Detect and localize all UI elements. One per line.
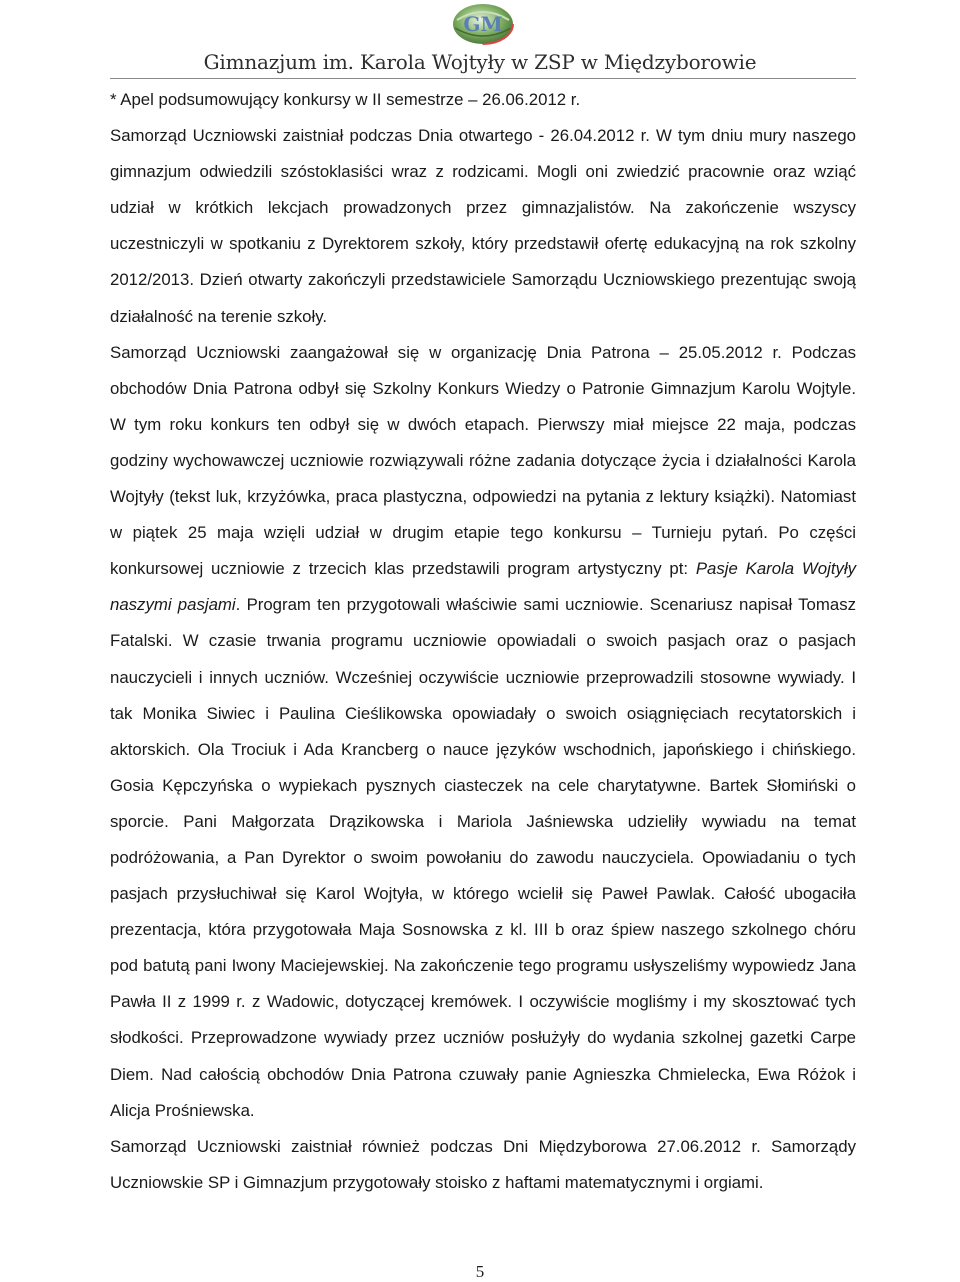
paragraph-dni-miedzyborowa: Samorząd Uczniowski zaistniał również podczas Dni Międzyborowa 27.06.2012 r. Samorządy Uczniowskie SP i Gimnazjum przygotowały stoisko z haftami matematycznymi i orgiami. [110, 1136, 856, 1192]
paragraph-dzien-patrona-part2: . Program ten przygotowali właściwie sami uczniowie. Scenariusz napisał Tomasz Fatalski. W czasie trwania programu uczniowie opowiadali o swoich pasjach oraz o pasjach nauczycieli i innych uczniów. Wcześniej oczywiście uczniowie przeprowadzili stosowne wywiady. I tak Monika Siwiec i Paulina Cieślikowska opowiadały o swoich osiągnięciach recytatorskich i aktorskich. Ola Trociuk i Ada Krancberg o nauce języków wschodnich, japońskiego i chińskiego. Gosia Kępczyńska o wypiekach pysznych ciasteczek na cele charytatywne. Bartek Słomiński o sporcie. Pani Małgorzata Drązikowska i Mariola Jaśniewska udzieliły wywiadu na temat podróżowania, a Pan Dyrektor o swoim powołaniu do zawodu nauczyciela. Opowiadaniu o tych pasjach przysłuchiwał się Karol Wojtyła, w którego wcielił się Paweł Pawlak. Całość ubogaciła prezentacja, która przygotowała Maja Sosnowska z kl. III b oraz śpiew naszego szkolnego chóru pod batutą pani Iwony Maciejewskiej. Na zakończenie tego programu usłyszeliśmy wypowiedz Jana Pawła II z 1999 r. z Wadowic, dotyczącej kremówek. I oczywiście mogliśmy i my skosztować tych słodkości. Przeprowadzone wywiady przez uczniów posłużyły do wydania szkolnej gazetki Carpe Diem. Nad całością obchodów Dnia Patrona czuwały panie Agnieszka Chmielecka, Ewa Różok i Alicja Prośniewska. [110, 595, 856, 1120]
header-divider [110, 78, 856, 79]
page-number: 5 [475, 1262, 485, 1281]
header-title: Gimnazjum im. Karola Wojtyły w ZSP w Międzyborowie [203, 50, 757, 74]
paragraph-dzien-patrona [110, 335, 856, 1129]
school-logo-icon [447, 0, 519, 46]
paragraph-dzien-otwarty: Samorząd Uczniowski zaistniał podczas Dnia otwartego - 26.04.2012 r. W tym dniu mury naszego gimnazjum odwiedzili szóstoklasiści wraz z rodzicami. Mogli oni zwiedzić pracownie oraz wziąć udział w krótkich lekcjach prowadzonych przez gimnazjalistów. Na zakończenie wszyscy uczestniczyli w spotkaniu z Dyrektorem szkoły, który przedstawił ofertę edukacyjną na rok szkolny 2012/2013. Dzień otwarty zakończyli przedstawiciele Samorządu Uczniowskiego prezentując swoją działalność na terenie szkoły. [110, 126, 856, 326]
program-title: Pasje Karola Wojtyły naszymi pasjami [110, 559, 856, 615]
svg-text:GM: GM [463, 12, 503, 36]
document-body [110, 82, 856, 1201]
paragraph-apel: * Apel podsumowujący konkursy w II semestrze – 26.06.2012 r. [110, 90, 581, 109]
paragraph-dzien-patrona-part1: Samorząd Uczniowski zaangażował się w organizację Dnia Patrona – 25.05.2012 r. Podczas obchodów Dnia Patrona odbył się Szkolny Konkurs Wiedzy o Patronie Gimnazjum Karolu Wojtyle. W tym roku konkurs ten odbył się w dwóch etapach. Pierwszy miał miejsce 22 maja, podczas godziny wychowawczej uczniowie rozwiązywali różne zadania dotyczące życia i działalności Karola Wojtyły (tekst luk, krzyżówka, praca plastyczna, odpowiedzi na pytania z lektury książki). Natomiast w piątek 25 maja wzięli udział w drugim etapie tego konkursu – Turnieju pytań. Po części konkursowej uczniowie z trzecich klas przedstawili program artystyczny pt: [110, 342, 856, 579]
